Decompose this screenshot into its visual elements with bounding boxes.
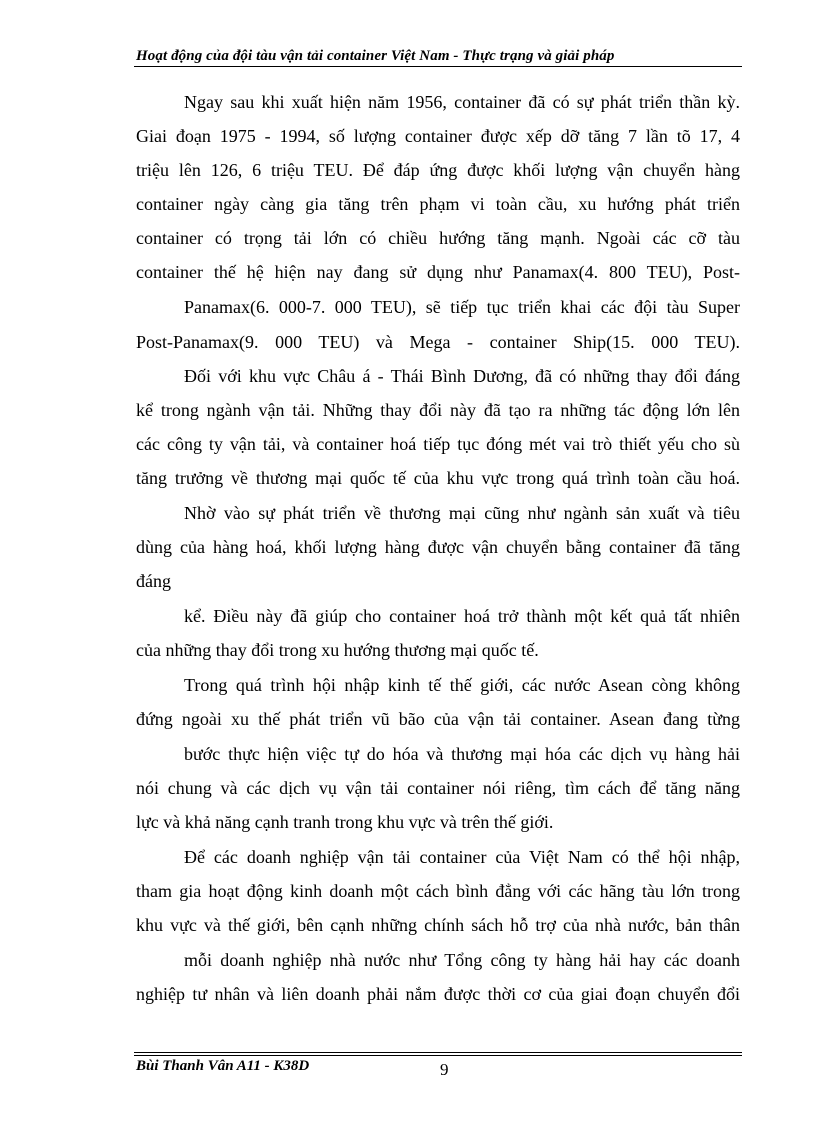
text-line: khu vực và thế giới, bên cạnh những chính sách hỗ trợ của nhà nước, bản thân: [136, 915, 740, 935]
text-line: các công ty vận tải, và container hoá tiếp tục đóng mét vai trò thiết yếu cho sù: [136, 434, 740, 454]
body-text: [136, 85, 740, 1011]
text-line: đứng ngoài xu thế phát triển vũ bão của vận tải container. Asean đang từng: [136, 709, 740, 729]
text-line: container có trọng tải lớn có chiều hướng tăng mạnh. Ngoài các cỡ tàu: [136, 228, 740, 248]
text-line: kể trong ngành vận tải. Những thay đổi này đã tạo ra những tác động lớn lên: [136, 400, 740, 420]
footer-author: Bùi Thanh Vân A11 - K38D: [136, 1058, 310, 1074]
text-line: dùng của hàng hoá, khối lượng hàng được vận chuyển bằng container đã tăng: [136, 537, 740, 557]
text-line: mỗi doanh nghiệp nhà nước như Tổng công ty hàng hải hay các doanh: [184, 950, 740, 970]
text-line: nghiệp tư nhân và liên doanh phải nắm được thời cơ của giai đoạn chuyển đổi: [136, 984, 740, 1004]
text-line: lực và khả năng cạnh tranh trong khu vực và trên thế giới.: [136, 812, 554, 832]
text-line: Trong quá trình hội nhập kinh tế thế giới, các nước Asean còng không: [184, 675, 740, 695]
text-line: container thế hệ hiện nay đang sử dụng như Panamax(4. 800 TEU), Post-: [136, 262, 740, 282]
page-number: 9: [440, 1060, 449, 1079]
text-line: của những thay đổi trong xu hướng thương mại quốc tế.: [136, 640, 539, 660]
text-line: tăng trưởng về thương mại quốc tế của khu vực trong quá trình toàn cầu hoá.: [136, 468, 740, 488]
text-line: tham gia hoạt động kinh doanh một cách bình đẳng với các hãng tàu lớn trong: [136, 881, 740, 901]
text-line: Để các doanh nghiệp vận tải container của Việt Nam có thể hội nhập,: [184, 847, 740, 867]
running-header-title: Hoạt động của đội tàu vận tải container Việt Nam - Thực trạng và giải pháp: [136, 48, 615, 64]
text-line: Đối với khu vực Châu á - Thái Bình Dương, đã có những thay đổi đáng: [184, 366, 740, 386]
footer-rule: [134, 1052, 742, 1053]
text-line: kể. Điều này đã giúp cho container hoá trở thành một kết quả tất nhiên: [184, 606, 740, 626]
text-line: Giai đoạn 1975 - 1994, số lượng container được xếp dỡ tăng 7 lần tõ 17, 4: [136, 126, 740, 146]
text-line: Post-Panamax(9. 000 TEU) và Mega - container Ship(15. 000 TEU).: [136, 332, 740, 352]
text-line: đáng: [136, 571, 171, 591]
header-rule: [134, 66, 742, 67]
text-line: nói chung và các dịch vụ vận tải container nói riêng, tìm cách để tăng năng: [136, 778, 740, 798]
text-line: Panamax(6. 000-7. 000 TEU), sẽ tiếp tục triển khai các đội tàu Super: [184, 297, 740, 317]
text-line: container ngày càng gia tăng trên phạm vi toàn cầu, xu hướng phát triển: [136, 194, 740, 214]
text-line: Nhờ vào sự phát triển về thương mại cũng như ngành sản xuất và tiêu: [184, 503, 740, 523]
text-line: bước thực hiện việc tự do hóa và thương mại hóa các dịch vụ hàng hải: [184, 744, 740, 764]
text-line: Ngay sau khi xuất hiện năm 1956, container đã có sự phát triển thần kỳ.: [184, 92, 740, 112]
footer-rule: [134, 1055, 742, 1056]
text-line: triệu lên 126, 6 triệu TEU. Để đáp ứng được khối lượng vận chuyển hàng: [136, 160, 740, 180]
